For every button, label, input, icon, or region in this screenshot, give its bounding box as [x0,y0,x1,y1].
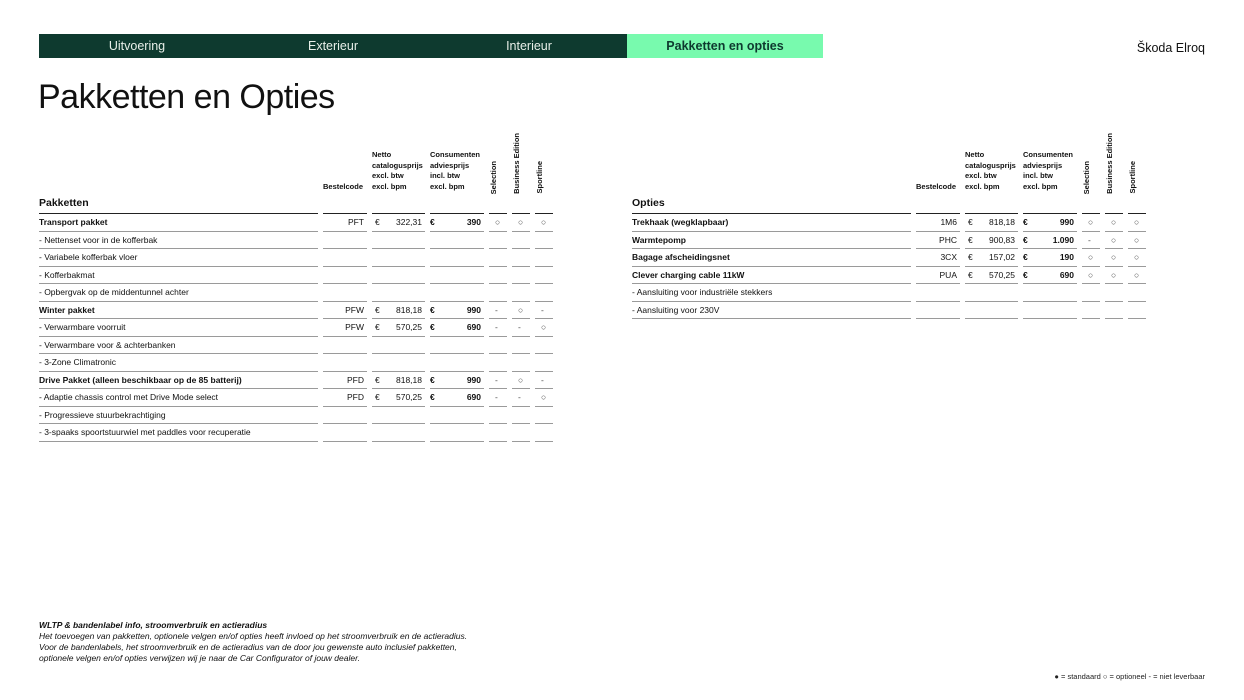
packages-table [39,128,553,442]
row-name: Bagage afscheidingsnet [632,249,911,267]
row-netto-prijs [372,407,425,425]
table-row [632,284,1146,302]
footer-note [39,620,499,664]
price-value: 157,02 [989,252,1015,263]
row-selection-mark [489,249,507,267]
row-sportline-mark [1128,284,1146,302]
row-consumenten-prijs [430,302,484,320]
row-name: - Aansluiting voor industriële stekkers [632,284,911,302]
row-bestelcode [323,232,367,250]
row-consumenten-prijs [1023,302,1077,320]
row-name: - Kofferbakmat [39,267,318,285]
price-value: 818,18 [396,304,422,315]
tab-exterieur[interactable]: Exterieur [235,34,431,58]
row-name: - Opbergvak op de middentunnel achter [39,284,318,302]
row-selection-mark [489,284,507,302]
price-value: 322,31 [396,217,422,228]
currency-symbol: € [1023,234,1028,245]
section-header: Pakketten [39,194,553,214]
row-sportline-mark [1128,302,1146,320]
row-sportline-mark [535,267,553,285]
row-sportline-mark [535,407,553,425]
col-selection: Selection [489,160,498,194]
row-consumenten-prijs [430,267,484,285]
row-consumenten-prijs [430,337,484,355]
price-value: 570,25 [396,392,422,403]
row-name: Transport pakket [39,214,318,232]
row-business-mark [512,249,530,267]
table-row [39,337,553,355]
row-consumenten-prijs [430,249,484,267]
row-name: - Adaptie chassis control met Drive Mode select [39,389,318,407]
row-business-mark: ○ [1105,214,1123,232]
table-row [39,232,553,250]
row-consumenten-prijs [430,354,484,372]
row-business-mark [512,337,530,355]
row-consumenten-prijs [430,389,484,407]
col-business-edition: Business Edition [1105,133,1114,194]
row-selection-mark [489,354,507,372]
currency-symbol: € [968,269,973,280]
row-bestelcode [323,424,367,442]
row-netto-prijs [372,354,425,372]
price-value: 390 [466,217,481,228]
footer-line: Het toevoegen van pakketten, optionele velgen en/of opties heeft invloed op het stroomverbruik en de actieradius. [39,631,468,641]
col-bestelcode: Bestelcode [323,181,364,191]
row-business-mark: ○ [1105,267,1123,285]
row-netto-prijs [372,302,425,320]
row-bestelcode: 1M6 [916,214,960,232]
row-business-mark [512,354,530,372]
row-netto-prijs [965,249,1018,267]
row-selection-mark: - [489,372,507,390]
table-row [632,214,1146,232]
row-name: - Nettenset voor in de kofferbak [39,232,318,250]
col-selection: Selection [1082,160,1091,194]
table-row [39,372,553,390]
table-row [39,424,553,442]
row-business-mark [512,407,530,425]
row-sportline-mark: ○ [1128,232,1146,250]
currency-symbol: € [375,304,380,315]
price-value: 990 [1059,217,1074,228]
col-sportline: Sportline [535,161,544,194]
table-header [39,128,553,194]
row-netto-prijs [372,337,425,355]
currency-symbol: € [1023,252,1028,263]
row-netto-prijs [372,214,425,232]
tab-interieur[interactable]: Interieur [431,34,627,58]
row-sportline-mark: ○ [535,389,553,407]
table-row [39,267,553,285]
row-name: - Aansluiting voor 230V [632,302,911,320]
row-selection-mark: - [489,319,507,337]
currency-symbol: € [430,374,435,385]
table-row [39,302,553,320]
row-bestelcode [323,354,367,372]
price-value: 1.090 [1052,234,1074,245]
footer-line: optionele velgen en/of opties verwijzen wij je naar de Car Configurator of jouw dealer. [39,653,360,663]
currency-symbol: € [430,322,435,333]
row-bestelcode: PFW [323,319,367,337]
row-bestelcode [323,337,367,355]
row-selection-mark [489,407,507,425]
row-sportline-mark [535,284,553,302]
row-sportline-mark [535,354,553,372]
row-consumenten-prijs [430,372,484,390]
row-name: - 3-spaaks spoortstuurwiel met paddles voor recuperatie [39,424,318,442]
price-value: 990 [466,304,481,315]
row-consumenten-prijs [1023,284,1077,302]
table-row [39,407,553,425]
row-selection-mark: ○ [489,214,507,232]
row-consumenten-prijs [1023,232,1077,250]
row-name: - Verwarmbare voorruit [39,319,318,337]
row-sportline-mark: ○ [535,319,553,337]
row-selection-mark: - [1082,232,1100,250]
row-business-mark [1105,284,1123,302]
col-consumenten: Consumenten adviesprijs incl. btw excl. bpm [1023,150,1074,191]
row-netto-prijs [372,232,425,250]
table-row [39,354,553,372]
row-business-mark [512,424,530,442]
price-value: 990 [466,374,481,385]
row-name: - Variabele kofferbak vloer [39,249,318,267]
row-sportline-mark [535,337,553,355]
price-value: 690 [466,322,481,333]
page-title: Pakketten en Opties [38,78,335,116]
row-sportline-mark: ○ [1128,249,1146,267]
row-netto-prijs [965,302,1018,320]
table-row [39,389,553,407]
row-consumenten-prijs [430,319,484,337]
row-business-mark [1105,302,1123,320]
row-name: - Verwarmbare voor & achterbanken [39,337,318,355]
row-sportline-mark [535,424,553,442]
tab-pakketten-en-opties[interactable]: Pakketten en opties [627,34,823,58]
row-business-mark [512,267,530,285]
currency-symbol: € [375,392,380,403]
currency-symbol: € [1023,269,1028,280]
price-value: 570,25 [396,322,422,333]
table-row [39,214,553,232]
col-business-edition: Business Edition [512,133,521,194]
price-value: 690 [1059,269,1074,280]
row-business-mark: ○ [1105,232,1123,250]
row-sportline-mark: - [535,302,553,320]
row-name: Drive Pakket (alleen beschikbaar op de 85 batterij) [39,372,318,390]
currency-symbol: € [430,217,435,228]
brand-label: Škoda Elroq [1136,41,1205,55]
row-name: Warmtepomp [632,232,911,250]
row-consumenten-prijs [430,424,484,442]
row-sportline-mark [535,249,553,267]
table-row [632,267,1146,285]
row-bestelcode [323,249,367,267]
row-business-mark: ○ [1105,249,1123,267]
row-sportline-mark: ○ [535,214,553,232]
row-bestelcode [323,284,367,302]
table-row [632,232,1146,250]
price-value: 690 [466,392,481,403]
currency-symbol: € [968,252,973,263]
col-netto: Netto catalogusprijs excl. btw excl. bpm [372,150,423,191]
row-bestelcode [323,407,367,425]
footer-title: WLTP & bandenlabel info, stroomverbruik en actieradius [39,620,268,630]
tab-uitvoering[interactable]: Uitvoering [39,34,235,58]
currency-symbol: € [430,392,435,403]
row-consumenten-prijs [430,407,484,425]
table-row [39,249,553,267]
row-name: - Progressieve stuurbekrachtiging [39,407,318,425]
row-bestelcode: PUA [916,267,960,285]
currency-symbol: € [1023,217,1028,228]
row-netto-prijs [965,214,1018,232]
currency-symbol: € [968,217,973,228]
options-table [632,128,1146,319]
row-netto-prijs [372,267,425,285]
row-selection-mark [489,232,507,250]
row-netto-prijs [372,284,425,302]
currency-symbol: € [430,304,435,315]
row-selection-mark [489,424,507,442]
row-consumenten-prijs [430,284,484,302]
legend: ● = standaard ○ = optioneel - = niet leverbaar [1054,672,1205,681]
currency-symbol: € [968,234,973,245]
row-consumenten-prijs [1023,249,1077,267]
row-netto-prijs [372,372,425,390]
row-netto-prijs [372,319,425,337]
row-selection-mark [489,267,507,285]
row-bestelcode [323,267,367,285]
row-netto-prijs [372,249,425,267]
footer-line: Voor de bandenlabels, het stroomverbruik en de actieradius van de door jou gewenste auto inclusief pakketten, [39,642,457,652]
row-netto-prijs [965,232,1018,250]
row-business-mark [512,232,530,250]
row-name: Clever charging cable 11kW [632,267,911,285]
table-row [39,319,553,337]
row-selection-mark [1082,302,1100,320]
row-netto-prijs [965,284,1018,302]
row-netto-prijs [965,267,1018,285]
col-sportline: Sportline [1128,161,1137,194]
row-selection-mark: ○ [1082,267,1100,285]
row-selection-mark [489,337,507,355]
top-nav [39,34,823,58]
row-sportline-mark: - [535,372,553,390]
row-business-mark: ○ [512,372,530,390]
table-row [39,284,553,302]
table-header [632,128,1146,194]
row-consumenten-prijs [430,232,484,250]
row-sportline-mark: ○ [1128,214,1146,232]
price-value: 190 [1059,252,1074,263]
currency-symbol: € [375,374,380,385]
currency-symbol: € [375,322,380,333]
row-bestelcode: PFT [323,214,367,232]
price-value: 900,83 [989,234,1015,245]
row-business-mark: ○ [512,302,530,320]
price-value: 570,25 [989,269,1015,280]
row-bestelcode [916,302,960,320]
currency-symbol: € [375,217,380,228]
col-netto: Netto catalogusprijs excl. btw excl. bpm [965,150,1016,191]
row-consumenten-prijs [1023,267,1077,285]
row-selection-mark: ○ [1082,214,1100,232]
row-bestelcode: PHC [916,232,960,250]
section-header: Opties [632,194,1146,214]
row-name: Trekhaak (wegklapbaar) [632,214,911,232]
row-name: - 3-Zone Climatronic [39,354,318,372]
row-netto-prijs [372,389,425,407]
row-selection-mark: - [489,389,507,407]
row-bestelcode: PFW [323,302,367,320]
col-bestelcode: Bestelcode [916,181,957,191]
price-value: 818,18 [396,374,422,385]
row-bestelcode: PFD [323,372,367,390]
row-consumenten-prijs [430,214,484,232]
row-sportline-mark: ○ [1128,267,1146,285]
col-consumenten: Consumenten adviesprijs incl. btw excl. bpm [430,150,481,191]
row-selection-mark: ○ [1082,249,1100,267]
row-bestelcode: 3CX [916,249,960,267]
row-netto-prijs [372,424,425,442]
row-business-mark: ○ [512,214,530,232]
table-row [632,249,1146,267]
row-selection-mark [1082,284,1100,302]
row-bestelcode [916,284,960,302]
row-name: Winter pakket [39,302,318,320]
row-business-mark: - [512,319,530,337]
row-sportline-mark [535,232,553,250]
row-selection-mark: - [489,302,507,320]
row-business-mark: - [512,389,530,407]
price-value: 818,18 [989,217,1015,228]
row-bestelcode: PFD [323,389,367,407]
row-business-mark [512,284,530,302]
row-consumenten-prijs [1023,214,1077,232]
table-row [632,302,1146,320]
